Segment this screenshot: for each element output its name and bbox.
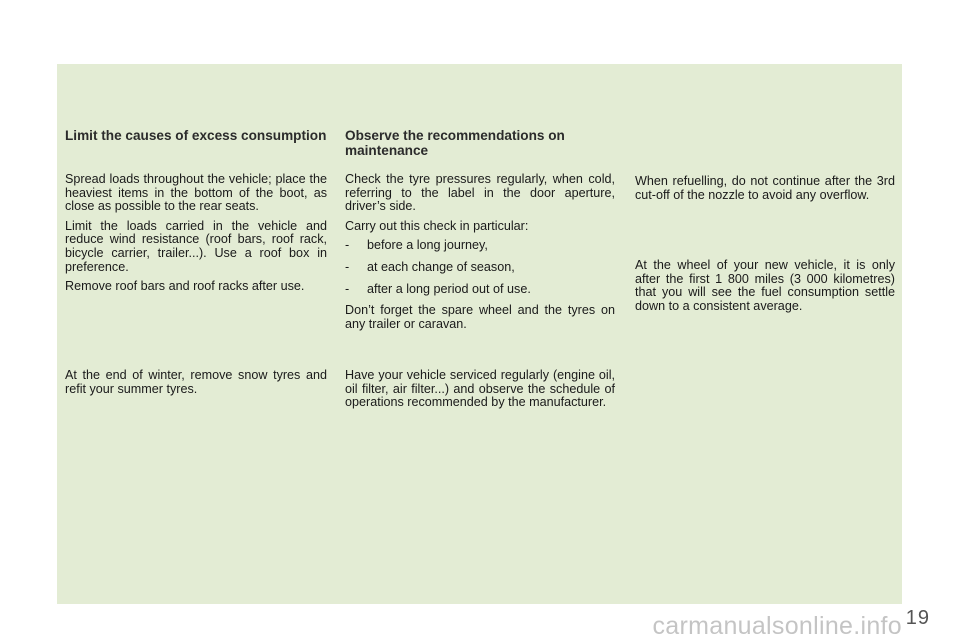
paragraph-snow-tyres: At the end of winter, remove snow tyres and refit your summer tyres. — [65, 368, 327, 396]
column-causes — [65, 129, 327, 300]
paragraph-limit-loads: Limit the loads carried in the vehicle and reduce wind resistance (roof bars, roof rack, bicycle carrier, trailer...). Use a roof box in preference. — [65, 218, 327, 274]
paragraph-check-when: Carry out this check in particular: — [345, 218, 529, 233]
paragraph-remove-roof-bars: Remove roof bars and roof racks after use. — [65, 279, 305, 294]
list-item-text: before a long journey, — [367, 238, 488, 253]
paragraph-spread-loads: Spread loads throughout the vehicle; place the heaviest items in the bottom of the boot, as close as possible to the rear seats. — [65, 172, 327, 214]
list-item-text: after a long period out of use. — [367, 281, 531, 296]
paragraph-tyre-pressures: Check the tyre pressures regularly, when cold, referring to the label in the door aperture, driver’s side. — [345, 172, 615, 214]
paragraph-new-vehicle: At the wheel of your new vehicle, it is only after the first 1 800 miles (3 000 kilometres) that you will see the fuel consumption settle down to a consistent average. — [635, 258, 895, 313]
paragraph-refuelling: When refuelling, do not continue after the 3rd cut-off of the nozzle to avoid any overflow. — [635, 174, 895, 202]
heading-maintenance: Observe the recommendations on maintenance — [345, 128, 565, 158]
list-dash: - — [345, 238, 350, 253]
list-dash: - — [345, 281, 350, 296]
heading-limit-causes: Limit the causes of excess consumption — [65, 128, 327, 143]
list-item — [345, 283, 615, 297]
list-dash: - — [345, 259, 350, 274]
list-item — [345, 261, 615, 275]
list-item — [345, 239, 615, 253]
paragraph-spare-wheel: Don’t forget the spare wheel and the tyres on any trailer or caravan. — [345, 303, 615, 331]
list-item-text: at each change of season, — [367, 259, 515, 274]
watermark-logo: carmanualsonline.info — [652, 612, 902, 640]
paragraph-servicing: Have your vehicle serviced regularly (engine oil, oil filter, air filter...) and observe the schedule of operations recommended by the manufacturer. — [345, 368, 615, 410]
page-number: 19 — [905, 607, 930, 629]
column-maintenance — [345, 129, 615, 337]
